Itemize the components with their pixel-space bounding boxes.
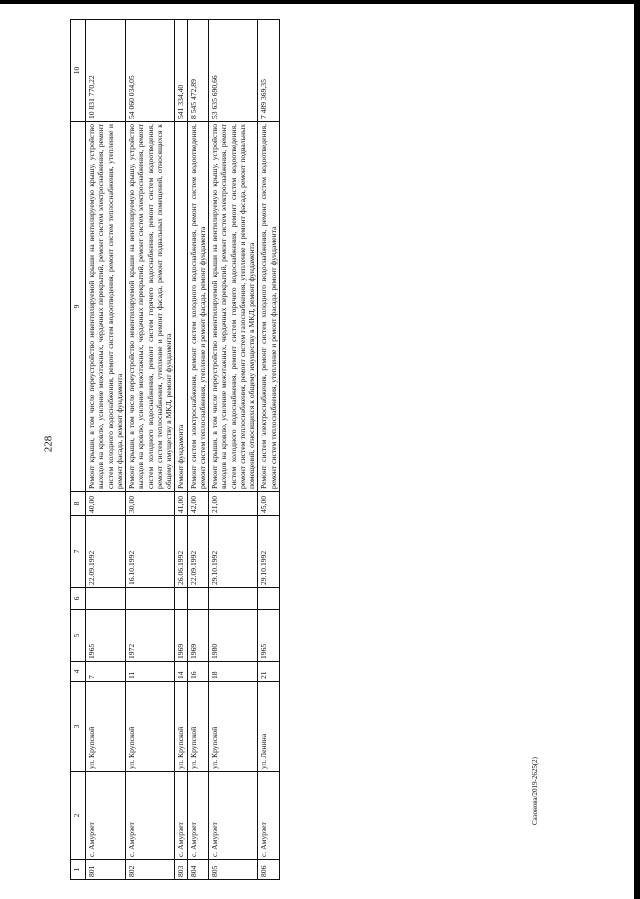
table-row: [209, 20, 258, 880]
table-row: [126, 20, 175, 880]
street: ул. Крупской: [86, 682, 126, 772]
row-number: 803: [175, 860, 187, 880]
header-cell: 2: [71, 772, 86, 860]
build-year: 1980: [209, 610, 258, 662]
house-number: 14: [175, 662, 187, 682]
cost: 541 334,40: [175, 20, 187, 122]
cost: 8 545 472,89: [187, 20, 209, 122]
works-list: Ремонт крыши, в том числе переустройство невентилируемой крыши на вентилируемую крышу, устройство выходов на кровлю, усиление межэтажных, чердачных перекрытий, ремонт систем электроснабжения, ремонт систем холодного водоснабжения, ремонт систем горячего водоснабжения, ремонт систем водоотведения, ремонт систем теплоснабжения, ремонт систем газоснабжения, утепление и ремонт фасада, ремонт подвальных помещений, относящихся к общему имуществу в МКД, ремонт фундамента: [209, 122, 258, 492]
cost: 10 831 770,22: [86, 20, 126, 122]
wear-percent: 21,00: [209, 492, 258, 516]
header-cell: 1: [71, 860, 86, 880]
works-list: Ремонт крыши, в том числе переустройство невентилируемой крыши на вентилируемую крышу, устройство выходов на кровлю, усиление межэтажных, чердачных перекрытий, ремонт систем электроснабжения, ремонт систем холодного водоснабжения, ремонт систем водоотведения, ремонт систем теплоснабжения, утепление и ремонт фасада, ремонт фундамента: [86, 122, 126, 492]
column-6: [175, 588, 187, 610]
header-cell: 8: [71, 492, 86, 516]
house-number: 21: [258, 662, 280, 682]
cost: 53 635 690,66: [209, 20, 258, 122]
locality: с. Амурзет: [86, 772, 126, 860]
locality: с. Амурзет: [258, 772, 280, 860]
header-cell: 6: [71, 588, 86, 610]
build-year: 1965: [258, 610, 280, 662]
column-6: [86, 588, 126, 610]
row-number: 802: [126, 860, 175, 880]
scan-edge-right: [634, 0, 640, 899]
table-row: [86, 20, 126, 880]
locality: с. Амурзет: [175, 772, 187, 860]
wear-percent: 41,00: [175, 492, 187, 516]
street: ул. Крупской: [126, 682, 175, 772]
privatization-date: 29.10.1992: [258, 516, 280, 588]
cost: 7 489 369,35: [258, 20, 280, 122]
header-cell: 9: [71, 122, 86, 492]
wear-percent: 45,00: [258, 492, 280, 516]
wear-percent: 42,00: [187, 492, 209, 516]
works-list: Ремонт фундамента: [175, 122, 187, 492]
scan-edge-top: [0, 0, 640, 4]
header-cell: 5: [71, 610, 86, 662]
column-6: [258, 588, 280, 610]
header-cell: 7: [71, 516, 86, 588]
works-list: Ремонт систем электроснабжения, ремонт систем холодного водоснабжения, ремонт систем водоотведения, ремонт систем теплоснабжения, утепление и ремонт фасада, ремонт фундамента: [187, 122, 209, 492]
header-cell: 4: [71, 662, 86, 682]
document-code: Сазонова/2019-2625(2): [531, 756, 539, 825]
row-number: 801: [86, 860, 126, 880]
row-number: 805: [209, 860, 258, 880]
header-row: [71, 20, 86, 880]
column-6: [187, 588, 209, 610]
cost: 54 060 034,05: [126, 20, 175, 122]
privatization-date: 29.10.1992: [209, 516, 258, 588]
street: ул. Крупской: [175, 682, 187, 772]
header-cell: 10: [71, 20, 86, 122]
wear-percent: 30,00: [126, 492, 175, 516]
column-6: [126, 588, 175, 610]
street: ул. Крупской: [187, 682, 209, 772]
house-number: 18: [209, 662, 258, 682]
privatization-date: 22.09.1992: [187, 516, 209, 588]
page-number: 228: [42, 435, 55, 453]
house-number: 11: [126, 662, 175, 682]
street: ул. Крупской: [209, 682, 258, 772]
privatization-date: 22.09.1992: [86, 516, 126, 588]
house-number: 7: [86, 662, 126, 682]
table-row: [175, 20, 187, 880]
header-cell: 3: [71, 682, 86, 772]
street: ул. Ленина: [258, 682, 280, 772]
locality: с. Амурзет: [187, 772, 209, 860]
works-list: Ремонт систем электроснабжения, ремонт систем холодного водоснабжения, ремонт систем водоотведения, ремонт систем теплоснабжения, утепление и ремонт фасада, ремонт фундамента: [258, 122, 280, 492]
repair-program-table: [70, 19, 280, 880]
column-6: [209, 588, 258, 610]
table-row: [187, 20, 209, 880]
locality: с. Амурзет: [209, 772, 258, 860]
build-year: 1969: [187, 610, 209, 662]
build-year: 1965: [86, 610, 126, 662]
build-year: 1972: [126, 610, 175, 662]
wear-percent: 40,00: [86, 492, 126, 516]
row-number: 806: [258, 860, 280, 880]
row-number: 804: [187, 860, 209, 880]
privatization-date: 26.06.1992: [175, 516, 187, 588]
privatization-date: 16.10.1992: [126, 516, 175, 588]
locality: с. Амурзет: [126, 772, 175, 860]
house-number: 16: [187, 662, 209, 682]
rotated-table-wrapper: [70, 20, 570, 880]
build-year: 1969: [175, 610, 187, 662]
table-row: [258, 20, 280, 880]
works-list: Ремонт крыши, в том числе переустройство невентилируемой крыши на вентилируемую крышу, устройство выходов на кровлю, усиление межэтажных, чердачных перекрытий, ремонт систем электроснабжения, ремонт систем холодного водоснабжения, ремонт систем горячего водоснабжения, ремонт систем водоотведения, ремонт систем теплоснабжения, утепление и ремонт фасада, ремонт подвальных помещений, относящихся к общему имуществу в МКД, ремонт фундамента: [126, 122, 175, 492]
